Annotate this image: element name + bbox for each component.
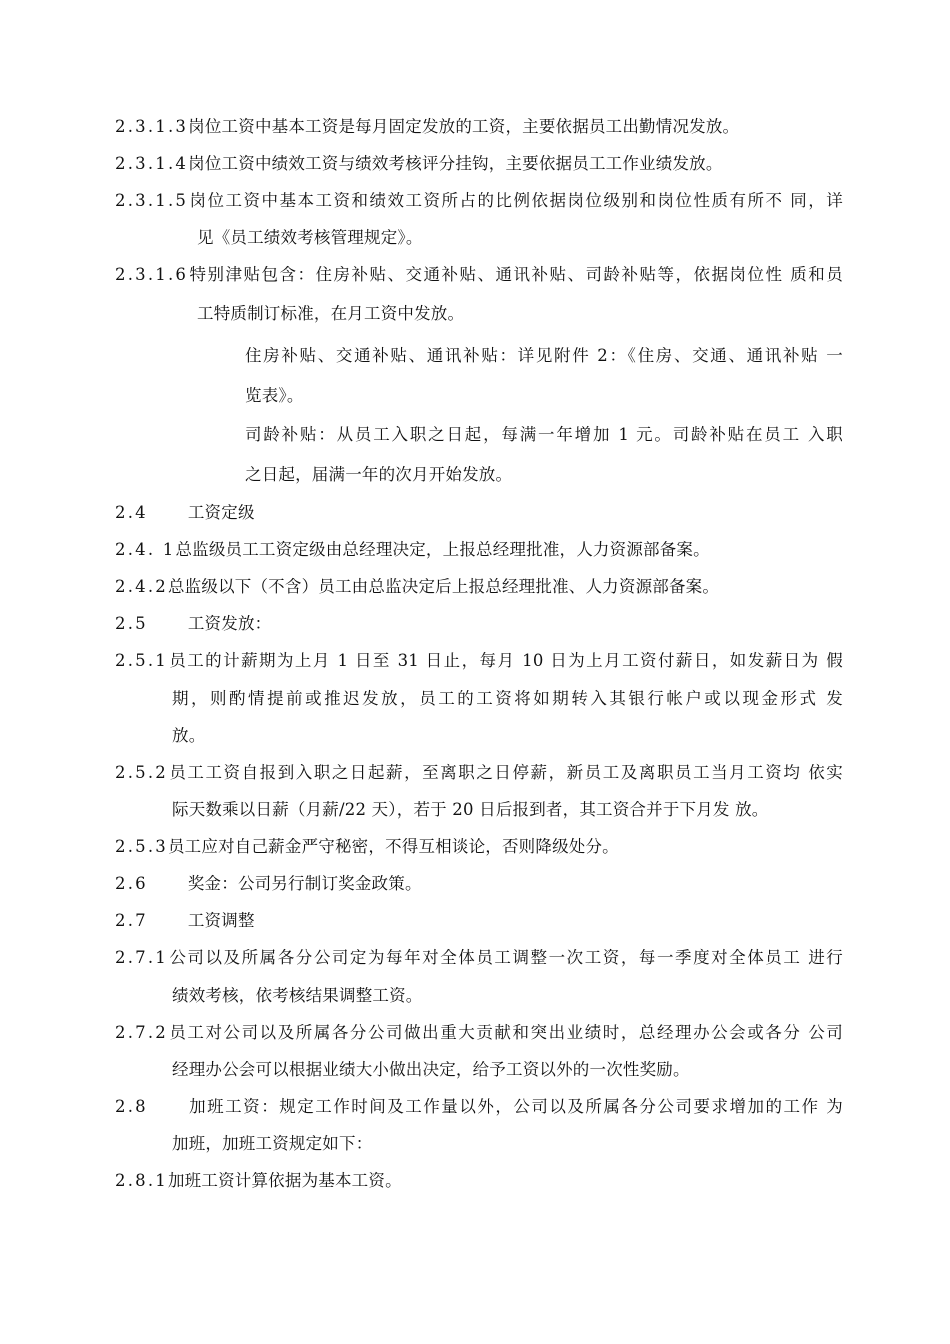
clause-2-5-2 <box>115 763 843 783</box>
clause-text: 员工的计薪期为上月 1 日至 31 日止，每月 10 日为上月工资付薪日，如发薪日为 假 <box>167 651 843 670</box>
clause-text: 工特质制订标准，在月工资中发放。 <box>197 304 465 323</box>
section-title: 工资定级 <box>187 503 255 522</box>
clause-2-3-1-6-cont <box>197 304 464 324</box>
section-2-8-cont <box>172 1134 372 1154</box>
clause-number: 2.5.1 <box>115 651 168 670</box>
clause-2-5-3 <box>115 837 619 857</box>
section-number: 2.8 <box>115 1097 148 1116</box>
clause-text: 员工对公司以及所属各分公司做出重大贡献和突出业绩时，总经理办公会或各分 公司 <box>167 1023 843 1042</box>
section-2-8 <box>115 1097 843 1117</box>
clause-text: 加班，加班工资规定如下： <box>172 1134 373 1153</box>
clause-text: 岗位工资中绩效工资与绩效考核评分挂钩，主要依据员工工作业绩发放。 <box>188 154 723 173</box>
clause-text: 公司以及所属各分公司定为每年对全体员工调整一次工资，每一季度对全体员工 进行 <box>167 948 843 967</box>
clause-text: 特别津贴包含：住房补贴、交通补贴、通讯补贴、司龄补贴等，依据岗位性 质和员 <box>188 265 843 284</box>
clause-2-8-1 <box>115 1171 402 1191</box>
clause-2-4-1 <box>115 540 710 560</box>
clause-text: 绩效考核，依考核结果调整工资。 <box>172 986 423 1005</box>
clause-text: 住房补贴、交通补贴、通讯补贴：详见附件 2：《住房、交通、通讯补贴 一 <box>245 346 843 365</box>
clause-text: 见《员工绩效考核管理规定》。 <box>197 228 423 247</box>
clause-text: 岗位工资中基本工资是每月固定发放的工资，主要依据员工出勤情况发放。 <box>188 117 740 136</box>
allowance-seniority-line <box>245 425 843 445</box>
clause-number: 2.5.2 <box>115 763 168 782</box>
section-title: 工资调整 <box>187 911 255 930</box>
section-number: 2.5 <box>115 614 148 633</box>
clause-text: 期，则酌情提前或推迟发放，员工的工资将如期转入其银行帐户或以现金形式 发 <box>172 689 843 708</box>
clause-2-3-1-5 <box>115 191 843 211</box>
clause-2-3-1-3 <box>115 117 739 137</box>
allowance-housing-line <box>245 346 843 366</box>
clause-number: 2.3.1.3 <box>115 117 189 136</box>
section-number: 2.6 <box>115 874 148 893</box>
clause-number: 2.7.1 <box>115 948 168 967</box>
section-number: 2.4 <box>115 503 148 522</box>
section-number: 2.7 <box>115 911 148 930</box>
allowance-housing-cont <box>245 386 304 406</box>
clause-2-5-2-cont <box>172 800 768 820</box>
allowance-seniority-cont <box>245 465 512 485</box>
clause-2-7-2 <box>115 1023 843 1043</box>
clause-text: 总监级以下（不含）员工由总监决定后上报总经理批准、人力资源部备案。 <box>167 577 720 596</box>
section-2-6 <box>115 874 422 894</box>
clause-text: 员工应对自己薪金严守秘密，不得互相谈论，否则降级处分。 <box>167 837 619 856</box>
clause-number: 2.5.3 <box>115 837 168 856</box>
clause-2-3-1-5-cont <box>197 228 423 248</box>
clause-number: 2.3.1.5 <box>115 191 189 210</box>
section-title: 工资发放： <box>187 614 272 633</box>
clause-text: 经理办公会可以根据业绩大小做出决定，给予工资以外的一次性奖励。 <box>172 1060 690 1079</box>
section-2-7 <box>115 911 255 931</box>
clause-2-4-2 <box>115 577 719 597</box>
clause-number: 2.4.2 <box>115 577 168 596</box>
clause-text: 之日起，届满一年的次月开始发放。 <box>245 465 513 484</box>
clause-2-7-1-cont <box>172 986 423 1006</box>
clause-text: 际天数乘以日薪（月薪/22 天），若于 20 日后报到者，其工资合并于下月发 放。 <box>172 800 769 819</box>
clause-2-3-1-4 <box>115 154 723 174</box>
clause-number: 2.3.1.4 <box>115 154 189 173</box>
clause-2-7-2-cont <box>172 1060 690 1080</box>
clause-number: 2.8.1 <box>115 1171 168 1190</box>
clause-text: 员工工资自报到入职之日起薪，至离职之日停薪，新员工及离职员工当月工资均 依实 <box>167 763 843 782</box>
section-title: 奖金：公司另行制订奖金政策。 <box>187 874 422 893</box>
clause-text: 览表》。 <box>245 386 304 405</box>
clause-2-5-1-cont2 <box>172 726 205 746</box>
clause-number: 2.7.2 <box>115 1023 168 1042</box>
clause-text: 加班工资计算依据为基本工资。 <box>167 1171 402 1190</box>
clause-number: 2.3.1.6 <box>115 265 189 284</box>
clause-text: 司龄补贴：从员工入职之日起，每满一年增加 1 元。司龄补贴在员工 入职 <box>245 425 843 444</box>
clause-text: 总监级员工工资定级由总经理决定，上报总经理批准，人力资源部备案。 <box>175 540 710 559</box>
clause-2-5-1 <box>115 651 843 671</box>
section-2-5 <box>115 614 271 634</box>
section-2-4 <box>115 503 255 523</box>
clause-2-3-1-6 <box>115 265 843 285</box>
clause-2-7-1 <box>115 948 843 968</box>
clause-text: 放。 <box>172 726 206 745</box>
section-title: 加班工资：规定工作时间及工作量以外，公司以及所属各分公司要求增加的工作 为 <box>187 1097 843 1116</box>
clause-number: 2.4. 1 <box>115 540 176 559</box>
clause-2-5-1-cont <box>172 689 843 709</box>
clause-text: 岗位工资中基本工资和绩效工资所占的比例依据岗位级别和岗位性质有所不 同，详 <box>188 191 843 210</box>
